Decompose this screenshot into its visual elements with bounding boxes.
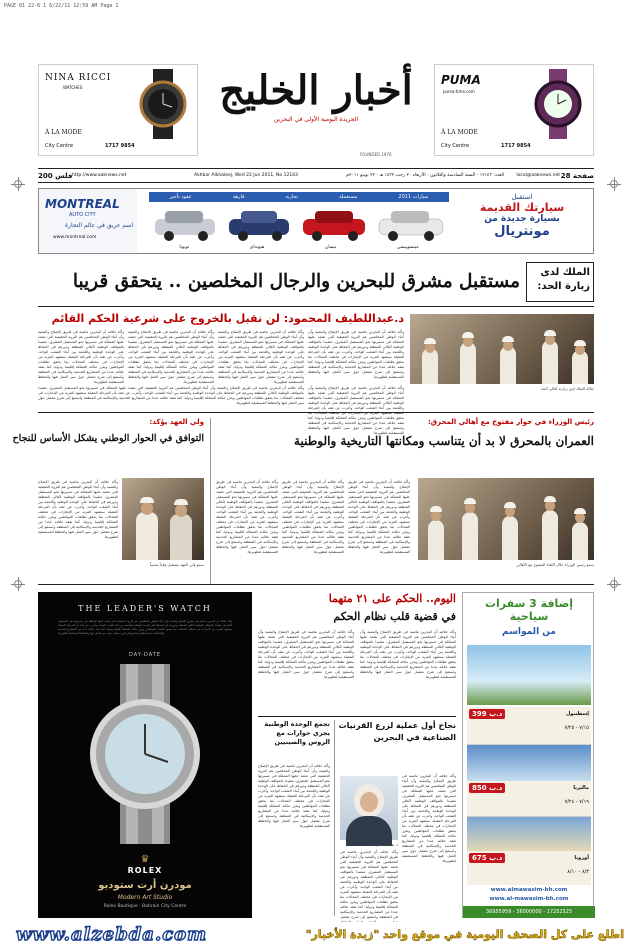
watch-image — [525, 69, 591, 139]
crop-mark — [610, 580, 618, 588]
mawasim-brand: من المواسم — [502, 627, 556, 637]
lead-subhead: د.عبداللطيف المحمود: لن نقبل بالخروج على شرعية الحكم القائم — [51, 312, 404, 325]
car-labels — [149, 245, 449, 250]
trip-place: ماليزيا — [573, 785, 589, 791]
category-strip — [149, 192, 449, 202]
article-column: وأكد جلالته أن البحرين ماضية في طريق الإصلاح والتنمية وأن أبناء الوطن المخلصين هم الثروة الحقيقية التي تعتمد عليها المملكة في مسيرتها نحو المستقبل المشرق، مشيدا بالمواقف الوطنية لأهالي المنطقة ودورهم في الحفاظ على الوحدة الوطنية واللحمة بين أبناء الشعب الواحد، وأعرب عن ثقته بأن المرحلة المقبلة ستشهد المزيد من الإنجازات في مختلف المجالات بما يحقق تطلعات المواطنين ويعزز مكانة المملكة إقليميا ودوليا، كما تفقد جلالته عددا من المشاريع الخدمية والإسكانية في المنطقة واستمع إلى شرح مفصل حول سير العمل فيها والخطط المستقبلية لتطويرها. — [38, 386, 304, 405]
ad-brand: PUMA — [441, 73, 481, 87]
divider — [38, 412, 594, 413]
masthead-tagline: الجريدة اليومية الأولى في البحرين — [273, 116, 359, 123]
slogan-line: بسيارة جديدة من — [484, 214, 560, 224]
lead-photo — [410, 314, 594, 384]
ad-brand: NINA RICCI — [45, 73, 112, 83]
cornea-headline: نجاح أول عملية لزرع القرنيات الصناعية في البحرين — [338, 721, 456, 742]
trip-dates: ٧/١٩ - ٧/٢٤ — [564, 799, 589, 805]
watch-image — [131, 69, 195, 139]
article-column: وأكد جلالته أن البحرين ماضية في طريق الإصلاح والتنمية وأن أبناء الوطن المخلصين هم الثروة الحقيقية التي تعتمد عليها المملكة في مسيرتها نحو المستقبل المشرق، مشيدا بالمواقف الوطنية لأهالي المنطقة ودورهم في الحفاظ على الوحدة الوطنية واللحمة بين أبناء الشعب الواحد، وأعرب عن ثقته بأن المرحلة المقبلة ستشهد المزيد من الإنجازات في مختلف المجالات بما يحقق تطلعات المواطنين ويعزز مكانة المملكة إقليميا ودوليا، كما تفقد جلالته عددا من المشاريع الخدمية والإسكانية في المنطقة واستمع إلى شرح مفصل حول سير العمل فيها والخطط المستقبلية لتطويرها. — [308, 330, 404, 379]
divider — [38, 182, 594, 183]
article-column: وأكد جلالته أن البحرين ماضية في طريق الإصلاح والتنمية وأن أبناء الوطن المخلصين هم الثروة الحقيقية التي تعتمد عليها المملكة في مسيرتها نحو المستقبل المشرق، مشيدا بالمواقف الوطنية لأهالي المنطقة ودورهم في الحفاظ على الوحدة الوطنية واللحمة بين أبناء الشعب الواحد، وأعرب عن ثقته بأن المرحلة المقبلة ستشهد المزيد من الإنجازات في مختلف المجالات بما يحقق تطلعات المواطنين ويعزز مكانة المملكة إقليميا ودوليا، كما تفقد جلالته عددا من المشاريع الخدمية والإسكانية في المنطقة واستمع إلى شرح مفصل حول سير العمل فيها والخطط المستقبلية لتطويرها. — [38, 330, 124, 384]
crop-mark — [14, 180, 22, 188]
trip-photo — [467, 817, 591, 851]
trip-price: 399 د.ب — [469, 709, 505, 719]
crop-mark — [610, 180, 618, 188]
verdict-headline-2: في قضية قلب نظام الحكم — [333, 610, 456, 623]
trip-dates: ٧/١٥ - ٧/٢٥ — [564, 725, 589, 731]
car-label: ميتسوبيشي — [396, 245, 419, 250]
puma-ad[interactable] — [434, 64, 594, 156]
masthead-founded: FOUNDED 1976 — [360, 152, 392, 157]
mawasim-web[interactable]: www.al-mawasim-bh.com — [489, 896, 569, 902]
category: عقود تأجير — [169, 194, 192, 200]
page-count: 28 صفحة — [560, 172, 594, 180]
montreal-slogan — [457, 193, 587, 239]
footer-banner — [0, 922, 632, 952]
car-label: تويوتا — [179, 245, 190, 250]
slogan-line: استقبل — [511, 193, 533, 201]
rolex-model: DAY-DATE — [128, 652, 162, 658]
mawasim-web[interactable]: www.almawasim-bh.com — [490, 887, 568, 893]
montreal-ad[interactable] — [38, 188, 594, 254]
ad-url: puma-time.com — [443, 89, 475, 94]
print-slug: PAGE 01 22-6 1 6/22/11 12:59 AM Page 1 — [4, 3, 119, 9]
trip-price: 850 د.ب — [469, 783, 505, 793]
article-column: وأكد جلالته أن البحرين ماضية في طريق الإصلاح والتنمية وأن أبناء الوطن المخلصين هم الثروة الحقيقية التي تعتمد عليها المملكة في مسيرتها نحو المستقبل المشرق، مشيدا بالمواقف الوطنية لأهالي المنطقة ودورهم في الحفاظ على الوحدة الوطنية واللحمة بين أبناء الشعب الواحد، وأعرب عن ثقته بأن المرحلة يحقق تطلعات المواطنين ويعزز مكانة المملكة إقليميا ودوليا، كما تفقد جلالته عددا من المشاريع الخدمية والإسكانية في المنطقة واستمع إلى شرح مفصل حول سير العمل فيها والخطط المستقبلية لتطويرها. — [308, 386, 404, 435]
montreal-logo: MONTREAL — [45, 197, 120, 211]
column-divider — [210, 418, 211, 584]
doctor-photo — [340, 776, 398, 840]
doctor-caption: د. هيفاء محمود — [374, 842, 398, 847]
masthead-title: أخبار الخليج — [219, 67, 413, 114]
unity-headline: تجمع الوحدة الوطنية يجري حوارات مع الروس والصينيين — [264, 720, 330, 746]
divider — [38, 584, 594, 585]
category: سيارات 2011 — [398, 194, 429, 200]
verdict-headline-1: اليوم.. الحكم على ٢١ متهما — [328, 592, 456, 605]
article-column: وأكد جلالته أن البحرين ماضية في طريق الإصلاح والتنمية وأن أبناء الوطن المخلصين هم الثروة الحقيقية التي تعتمد عليها المملكة في مسيرتها نحو المستقبل المشرق، مشيدا بالمواقف الوطنية لأهالي المنطقة ودورهم في الحفاظ على الوحدة الوطنية واللحمة بين أبناء الشعب الواحد، وأعرب عن ثقته بأن المرحلة المقبلة ستشهد المزيد من الإنجازات في مختلف المجالات بما يحقق تطلعات المواطنين ويعزز مكانة المملكة إقليميا ودوليا، كما تفقد جلالته عددا من المشاريع الخدمية والإسكانية في المنطقة واستمع إلى شرح مفصل حول سير العمل فيها والخطط المستقبلية لتطويرها. — [128, 330, 214, 384]
ad-phone: 1717 9854 — [105, 143, 135, 149]
rolex-ad[interactable] — [38, 592, 252, 918]
ad-phone: 1717 9854 — [501, 143, 531, 149]
article-column: وأكد جلالته أن البحرين ماضية في طريق الإصلاح والتنمية وأن أبناء الوطن المخلصين هم الثروة الحقيقية التي تعتمد عليها المملكة في مسيرتها نحو المستقبل المشرق، مشيدا بالمواقف الوطنية لأهالي المنطقة ودورهم في الحفاظ على الوحدة الوطنية واللحمة بين أبناء الشعب الواحد، وأعرب عن ثقته بأن المرحلة المقبلة ستشهد المزيد من الإنجازات في مختلف المجالات بما يحقق تطلعات المواطنين ويعزز مكانة المملكة إقليميا ودوليا، كما تفقد جلالته عددا من المشاريع الخدمية والإسكانية في المنطقة واستمع إلى شرح مفصل حول سير العمل فيها والخطط المستقبلية لتطويرها. — [258, 630, 354, 679]
dialogue-kicker: ولي العهد يؤكد: — [149, 418, 204, 426]
trip-place: أوروبا — [574, 855, 589, 861]
issue-info: العدد: ١٢١٤٣ - السنة السادسة والثلاثون - الأربعاء ٢٠ رجب ١٤٣٢ هـ - ٢٢ يونيو ٢٠١١م — [346, 173, 504, 178]
article-column: وأكد جلالته أن البحرين ماضية في طريق الإصلاح والتنمية وأن أبناء الوطن المخلصين هم الثروة الحقيقية التي تعتمد عليها المملكة في مسيرتها نحو المستقبل المشرق، مشيدا بالمواقف الوطنية لأهالي المنطقة ودورهم في الحفاظ على الوحدة الوطنية واللحمة بين أبناء الشعب الواحد، وأعرب عن ثقته بأن المرحلة المقبلة ستشهد المزيد من الإنجازات في مختلف المجالات بما يحقق تطلعات المواطنين ويعزز مكانة المملكة إقليميا ودوليا، كما تفقد جلالته عددا من المشاريع الخدمية والإسكانية في المنطقة واستمع إلى شرح مفصل حول سير العمل فيها والخطط المستقبلية لتطويرها. — [216, 480, 278, 554]
trip-price: 675 د.ب — [469, 853, 505, 863]
nina-ricci-ad[interactable] — [38, 64, 198, 156]
muharraq-kicker: رئيس الوزراء في حوار مفتوح مع أهالي المحرق: — [427, 418, 594, 426]
lead-kicker: الملك لدى زيارة الحد: — [526, 262, 594, 302]
rolex-branch: Rolex Boutique - Bahrain City Centre — [103, 904, 187, 909]
slogan-line: سيارتك القديمة — [479, 201, 565, 214]
article-column: وأكد جلالته أن البحرين ماضية في طريق الإصلاح والتنمية وأن أبناء الوطن المخلصين هم الثروة الحقيقية التي تعتمد عليها المملكة في مسيرتها نحو المستقبل المشرق، مشيدا بالمواقف الوطنية لأهالي المنطقة ودورهم في الحفاظ على الوحدة الوطنية واللحمة بين أبناء الشعب الواحد، وأعرب عن ثقته بأن المرحلة المقبلة ستشهد المزيد من الإنجازات في مختلف المجالات بما يحقق تطلعات المواطنين ويعزز مكانة المملكة إقليميا ودوليا، كما تفقد جلالته عددا من المشاريع الخدمية والإسكانية في المنطقة واستمع إلى شرح مفصل حول سير العمل فيها والخطط المستقبلية لتطويرها. — [38, 480, 118, 539]
article-column: وأكد جلالته أن البحرين ماضية في طريق الإصلاح والتنمية وأن أبناء الوطن المخلصين هم الثروة الحقيقية التي تعتمد عليها المملكة في مسيرتها نحو المستقبل المشرق، مشيدا بالمواقف الوطنية لأهالي المنطقة ودورهم في الحفاظ على الوحدة الوطنية واللحمة بين أبناء الشعب الواحد، وأعرب عن ثقته بأن المرحلة المقبلة ستشهد المزيد من الإنجازات في مختلف المجالات بما يحقق تطلعات المواطنين ويعزز مكانة المملكة إقليميا ودوليا، كما تفقد جلالته عددا من المشاريع الخدمية والإسكانية في المنطقة واستمع إلى شرح مفصل حول سير العمل فيها والخطط المستقبلية لتطويرها. — [348, 480, 410, 554]
rolex-shop-en: Modern Art Studio — [117, 894, 173, 901]
montreal-tag: اسم عريق في عالم التجارة — [64, 222, 133, 229]
trip-card[interactable] — [467, 707, 591, 745]
email: local@aaknews.net — [516, 173, 560, 178]
divider — [38, 306, 594, 307]
rolex-brand: ROLEX — [127, 866, 163, 875]
trip-dates: ٨/٣ - ٨/١٠ — [567, 869, 589, 875]
masthead — [210, 66, 422, 166]
slogan-line: مونتريال — [494, 224, 550, 239]
article-column: وأكد جلالته أن البحرين ماضية في طريق الإصلاح والتنمية وأن أبناء الوطن المخلصين هم الثروة الحقيقية التي تعتمد عليها المملكة في مسيرتها نحو المستقبل المشرق، مشيدا بالمواقف الوطنية لأهالي المنطقة ودورهم في الحفاظ على الوحدة الوطنية واللحمة بين أبناء الشعب الواحد، وأعرب عن ثقته بأن المرحلة المقبلة ستشهد المزيد من الإنجازات في مختلف المجالات بما يحقق تطلعات المواطنين ويعزز مكانة المملكة إقليميا ودوليا، كما تفقد جلالته عددا من المشاريع الخدمية والإسكانية في المنطقة واستمع إلى شرح مفصل — [340, 850, 398, 919]
car-label: نيسان — [324, 245, 337, 250]
trip-place: إسطنبول — [565, 711, 589, 717]
dateline-bar — [38, 170, 594, 182]
trip-photo — [467, 645, 591, 705]
website: http://www.aaknews.net — [72, 173, 127, 178]
muharraq-caption: سمو رئيس الوزراء خلال اللقاء المفتوح مع الأهالي — [516, 562, 594, 567]
category: فارهة — [232, 194, 245, 200]
lead-caption: جلالة الملك لدى زيارته أهالي الحد — [541, 386, 594, 391]
category: تجارية — [285, 194, 299, 200]
ad-store: À LA MODE — [441, 129, 478, 136]
category: مستعملة — [339, 194, 358, 200]
mawasim-title: إضافة 3 سفرات سياحية — [484, 597, 574, 623]
article-column: وأكد جلالته أن البحرين ماضية في طريق الإصلاح والتنمية وأن أبناء الوطن المخلصين هم الثروة الحقيقية التي تعتمد عليها المملكة في مسيرتها نحو المستقبل المشرق، مشيدا بالمواقف الوطنية لأهالي المنطقة ودورهم في الحفاظ على الوحدة الوطنية واللحمة بين أبناء الشعب الواحد، وأعرب عن ثقته بأن المرحلة المقبلة ستشهد المزيد من الإنجازات في مختلف المجالات بما يحقق تطلعات المواطنين ويعزز مكانة المملكة إقليميا ودوليا، كما تفقد جلالته عددا من المشاريع الخدمية والإسكانية في المنطقة واستمع إلى شرح مفصل حول سير العمل فيها والخطط المستقبلية لتطويرها. — [258, 764, 330, 828]
column-divider — [334, 720, 335, 916]
lead-headline: مستقبل مشرق للبحرين والرجال المخلصين .. يتحقق قريبا — [72, 271, 520, 292]
rolex-crown-icon: ♛ — [140, 854, 150, 865]
rolex-watch-image — [80, 664, 210, 844]
dialogue-headline: التوافق في الحوار الوطني يشكل الأساس للنجاح — [12, 433, 204, 444]
issue-info-en: Akhbar Alkhaleej, Wed 22 Jun 2011, No 12143 — [194, 173, 298, 178]
trip-card[interactable] — [467, 781, 591, 817]
trip-card[interactable] — [467, 851, 591, 885]
ad-centre: City Centre — [441, 143, 470, 149]
crop-mark — [14, 580, 22, 588]
muharraq-headline: العمران بالمحرق لا بد أن يتناسب ومكانتها التاريخية والوطنية — [294, 434, 594, 448]
article-column: وأكد جلالته أن البحرين ماضية في طريق الإصلاح والتنمية وأن أبناء الوطن المخلصين هم الثروة الحقيقية التي تعتمد عليها المملكة في مسيرتها نحو المستقبل المشرق، مشيدا بالمواقف الوطنية لأهالي المنطقة ودورهم في الحفاظ على الوحدة الوطنية واللحمة بين أبناء الشعب الواحد، وأعرب عن ثقته بأن المرحلة المقبلة ستشهد المزيد من الإنجازات في مختلف المجالات بما يحقق تطلعات المواطنين ويعزز مكانة المملكة إقليميا ودوليا، كما تفقد جلالته عددا من المشاريع الخدمية والإسكانية في المنطقة واستمع إلى شرح مفصل حول سير العمل فيها والخطط المستقبلية لتطويرها. — [282, 480, 344, 554]
rolex-header: THE LEADER'S WATCH — [78, 604, 212, 613]
trip-photo — [467, 745, 591, 781]
car-label: هيونداي — [249, 245, 265, 250]
article-column: وأكد جلالته أن البحرين ماضية في طريق الإصلاح والتنمية وأن أبناء الوطن المخلصين هم الثروة الحقيقية التي تعتمد عليها المملكة في مسيرتها نحو المستقبل المشرق، مشيدا بالمواقف الوطنية لأهالي المنطقة ودورهم في الحفاظ على الوحدة الوطنية واللحمة بين أبناء الشعب الواحد، وأعرب عن ثقته بأن المرحلة المقبلة ستشهد المزيد من الإنجازات في مختلف المجالات بما يحقق تطلعات المواطنين ويعزز مكانة المملكة إقليميا ودوليا، كما تفقد جلالته عددا من المشاريع الخدمية والإسكانية في المنطقة واستمع إلى شرح مفصل حول سير العمل فيها والخطط المستقبلية لتطويرها. — [218, 330, 304, 384]
car-lineup — [149, 205, 449, 245]
ad-centre: City Centre — [45, 143, 74, 149]
article-column: وأكد جلالته أن البحرين ماضية في طريق الإصلاح والتنمية وأن أبناء الوطن المخلصين هم الثروة الحقيقية التي تعتمد عليها المملكة في مسيرتها نحو المستقبل المشرق، مشيدا بالمواقف الوطنية لأهالي المنطقة ودورهم في الحفاظ على الوحدة الوطنية واللحمة بين أبناء الشعب الواحد، وأعرب عن ثقته بأن المرحلة المقبلة ستشهد المزيد من الإنجازات في مختلف المجالات بما يحقق تطلعات المواطنين ويعزز مكانة المملكة إقليميا ودوليا، كما تفقد جلالته عددا من المشاريع الخدمية والإسكانية في المنطقة واستمع إلى شرح مفصل حول سير العمل فيها والخطط المستقبلية لتطويرها. — [360, 630, 456, 679]
ad-store: À LA MODE — [45, 129, 82, 136]
mawasim-phones: 36955959 - 36000000 - 17252525 — [463, 906, 595, 918]
mawasim-ad[interactable] — [462, 592, 594, 918]
rolex-shop: مودرن أرت ستوديو — [98, 880, 192, 891]
footer-site[interactable]: www.alzebda.com — [16, 924, 208, 945]
dialogue-caption: سمو ولي العهد يستقبل وفداً شعبياً — [149, 562, 204, 567]
muharraq-photo — [418, 478, 594, 560]
montreal-sub: AUTO CITY — [69, 212, 96, 218]
ad-sub: WATCHES — [63, 85, 83, 90]
divider — [258, 716, 456, 717]
article-column: وأكد جلالته أن البحرين ماضية في طريق الإصلاح والتنمية وأن أبناء الوطن المخلصين هم الثروة الحقيقية التي تعتمد عليها المملكة في مسيرتها نحو المستقبل المشرق، مشيدا بالمواقف الوطنية لأهالي المنطقة ودورهم في الحفاظ على الوحدة الوطنية واللحمة بين أبناء الشعب الواحد، وأعرب عن ثقته بأن المرحلة المقبلة ستشهد المزيد من الإنجازات في مختلف المجالات بما يحقق تطلعات المواطنين ويعزز مكانة المملكة إقليميا ودوليا، كما تفقد جلالته عددا من المشاريع الخدمية والإسكانية في المنطقة واستمع إلى شرح مفصل حول سير العمل فيها والخطط المستقبلية لتطويرها. — [402, 774, 456, 863]
rolex-copy: وأكد جلالته أن البحرين ماضية في طريق الإصلاح والتنمية وأن أبناء الوطن المخلصين هم الثروة الحقيقية التي تعتمد عليها المملكة في مسيرتها نحو المستقبل المشرق، مشيدا بالمواقف الوطنية لأهالي المنطقة ودورهم في الحفاظ على الوحدة الوطنية واللحمة بين أبناء الشعب الواحد، وأعرب عن ثقته بأن المرحلة المقبلة ستشهد المزيد من الإنجازات في مختلف المجالات بما يحقق تطلعات المواطنين ويعزز مكانة المملكة إقليميا ودوليا، كما تفقد جلالته عددا من المشاريع الخدمية والإسكانية في المنطقة واستمع إلى شرح مفصل حول سير العمل فيها والخطط المستقبلية لتطويرها. — [58, 620, 232, 635]
dialogue-photo — [122, 478, 204, 560]
montreal-site: www.montreal.com — [53, 235, 97, 240]
price: 200 فلس — [38, 172, 73, 180]
footer-text: اطلع على كل الصحف اليومية في موقع واحد "زبدة الأخبار" — [305, 928, 624, 941]
